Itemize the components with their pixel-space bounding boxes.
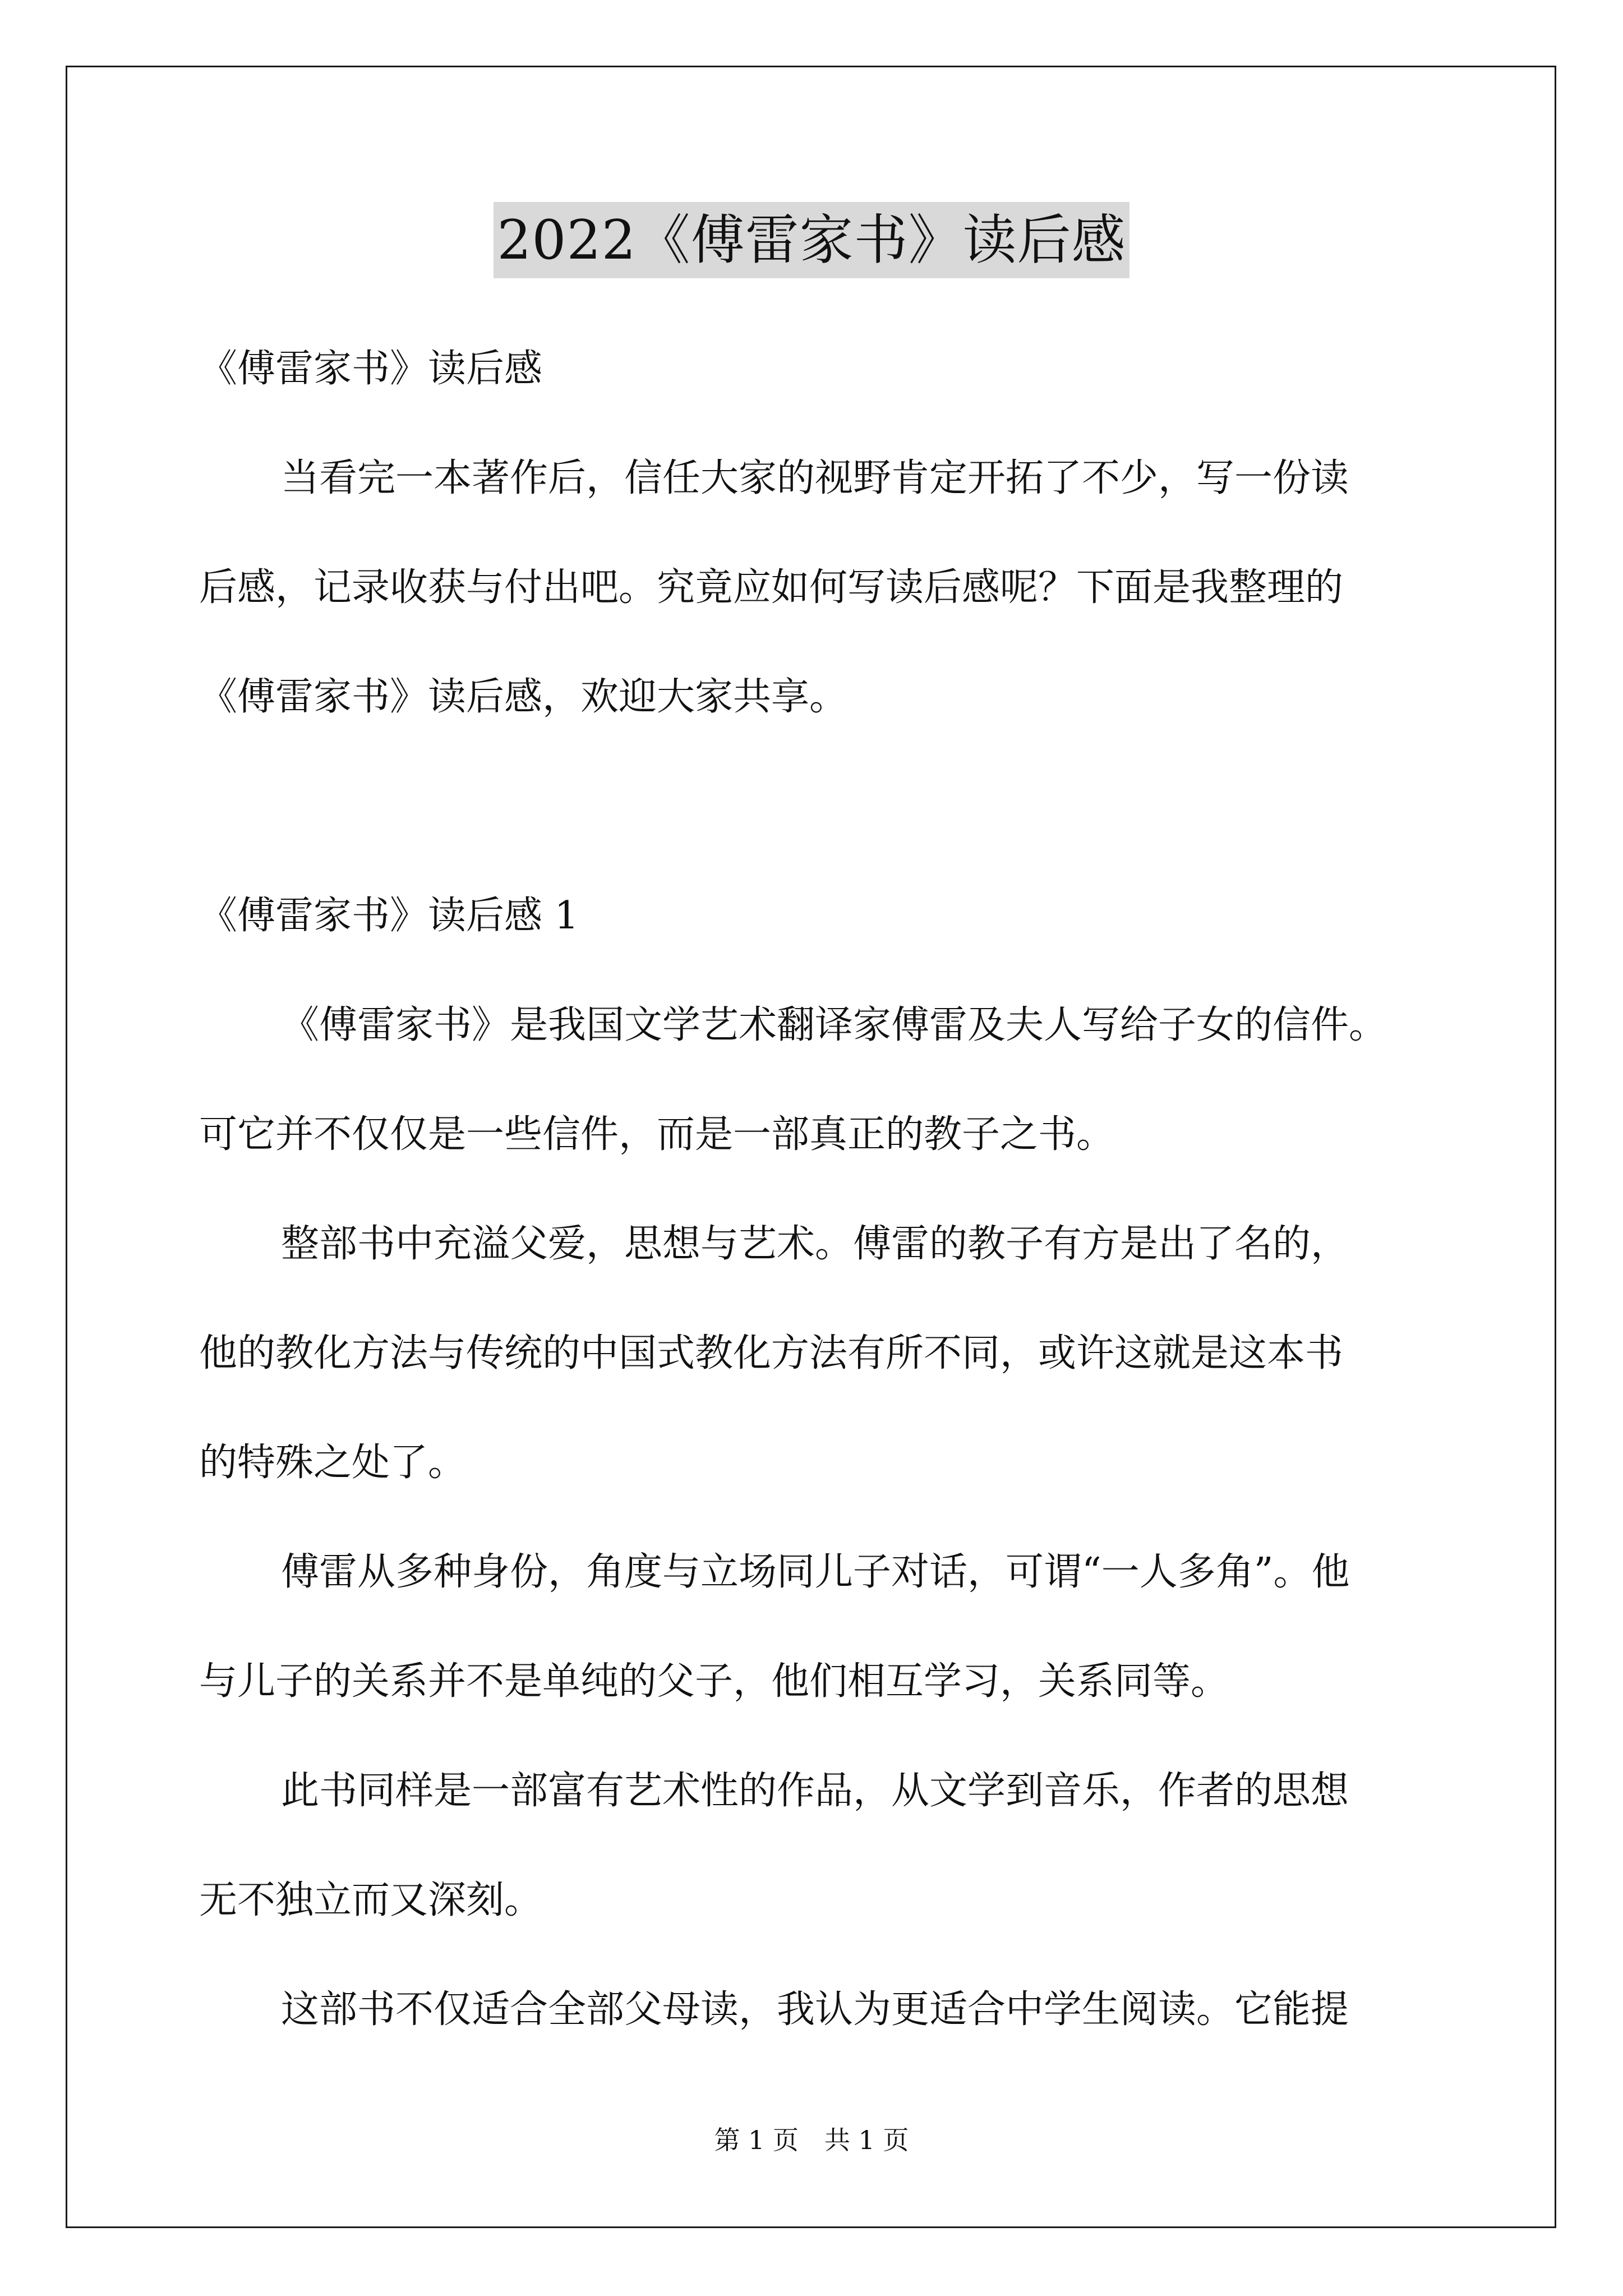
body-line-3: 整部书中充溢父爱，思想与艺术。傅雷的教子有方是出了名的， — [281, 1222, 1349, 1266]
body-line-4: 他的教化方法与传统的中国式教化方法有所不同，或许这就是这本书 — [199, 1331, 1344, 1375]
page-footer: 第 1 页 共 1 页 — [714, 2125, 909, 2155]
body-line-1: 《傅雷家书》是我国文学艺术翻译家傅雷及夫人写给子女的信件。 — [281, 1003, 1387, 1047]
body-line-7: 与儿子的关系并不是单纯的父子，他们相互学习，关系同等。 — [199, 1659, 1229, 1704]
intro-line-1: 当看完一本著作后，信任大家的视野肯定开拓了不少，写一份读 — [281, 456, 1349, 500]
body-line-8: 此书同样是一部富有艺术性的作品，从文学到音乐，作者的思想 — [281, 1769, 1349, 1813]
document-title: 2022《傅雷家书》读后感 — [494, 202, 1129, 278]
body-line-6: 傅雷从多种身份，角度与立场同儿子对话，可谓“一人多角”。他 — [281, 1550, 1350, 1594]
document-body — [199, 314, 1438, 2064]
subtitle: 《傅雷家书》读后感 — [199, 347, 543, 391]
body-line-2: 可它并不仅仅是一些信件，而是一部真正的教子之书。 — [199, 1112, 1115, 1157]
section-gap — [199, 752, 1438, 861]
intro-line-2: 后感，记录收获与付出吧。究竟应如何写读后感呢？下面是我整理的 — [199, 565, 1344, 610]
body-line-10: 这部书不仅适合全部父母读，我认为更适合中学生阅读。它能提 — [281, 1987, 1349, 2032]
title-area — [0, 202, 1623, 278]
section-heading: 《傅雷家书》读后感 1 — [199, 894, 579, 938]
body-line-5: 的特殊之处了。 — [199, 1441, 467, 1485]
body-line-9: 无不独立而又深刻。 — [199, 1878, 543, 1922]
intro-line-3: 《傅雷家书》读后感，欢迎大家共享。 — [199, 675, 848, 719]
